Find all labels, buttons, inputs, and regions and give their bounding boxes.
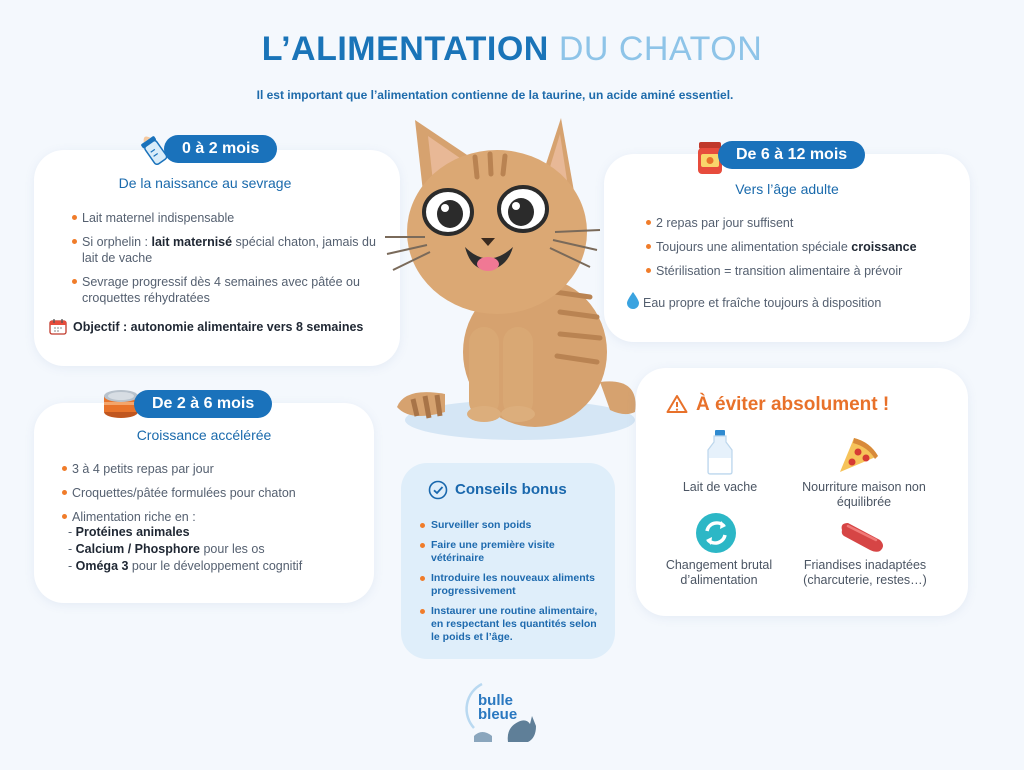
- milk-bottle-icon: [702, 428, 738, 476]
- title-part-1: L’ALIMENTATION: [261, 30, 549, 68]
- sublist-2-6-months: [68, 524, 368, 575]
- heading-2-6-months: Croissance accélérée: [136, 427, 272, 443]
- list-item: Toujours une alimentation spéciale croissance: [644, 239, 954, 255]
- warning-icon: [666, 394, 688, 414]
- list-item: Sevrage progressif dès 4 semaines avec pâtée ou croquettes réhydratées: [70, 274, 380, 306]
- objective-text: Objectif : autonomie alimentaire vers 8 semaines: [73, 320, 364, 334]
- bonus-tips-card: [401, 463, 615, 659]
- calendar-icon: [49, 318, 67, 335]
- list-item: 2 repas par jour suffisent: [644, 215, 954, 231]
- bonus-list: [419, 519, 599, 651]
- sausage-icon: [836, 520, 888, 556]
- avoid-title: À éviter absolument !: [696, 394, 890, 415]
- bonus-title: Conseils bonus: [455, 481, 567, 498]
- avoid-label-change: Changement brutal d’alimentation: [665, 558, 773, 587]
- sub-item: - Oméga 3 pour le développement cognitif: [68, 559, 303, 573]
- check-circle-icon: [428, 480, 448, 500]
- list-item: 3 à 4 petits repas par jour: [60, 461, 360, 477]
- pill-2-6-months: De 2 à 6 mois: [134, 390, 272, 418]
- list-item: Instaurer une routine alimentaire, en respectant les quantités selon le poids et l’âge.: [419, 605, 599, 644]
- sub-item: - Calcium / Phosphore pour les os: [68, 542, 265, 556]
- heading-0-2-months: De la naissance au sevrage: [118, 175, 292, 191]
- subtitle: Il est important que l’alimentation contienne de la taurine, un acide aminé essentiel.: [256, 88, 734, 102]
- kitten-illustration: [385, 112, 645, 447]
- list-item: Si orphelin : lait maternisé spécial chaton, jamais du lait de vache: [70, 234, 380, 266]
- avoid-label-milk: Lait de vache: [682, 480, 758, 494]
- water-text: Eau propre et fraîche toujours à disposition: [643, 296, 882, 310]
- sub-item: - Protéines animales: [68, 525, 190, 539]
- title-part-2: DU CHATON: [558, 30, 763, 68]
- list-item: Surveiller son poids: [419, 519, 599, 532]
- avoid-label-treats: Friandises inadaptées (charcuterie, restes…): [803, 558, 927, 587]
- list-6-12-months: [644, 215, 954, 287]
- cycle-arrows-icon: [695, 512, 737, 554]
- heading-6-12-months: Vers l’âge adulte: [735, 181, 839, 197]
- list-0-2-months: [70, 210, 380, 314]
- list-item: Croquettes/pâtée formulées pour chaton: [60, 485, 360, 501]
- list-item: Stérilisation = transition alimentaire à prévoir: [644, 263, 954, 279]
- list-item: Faire une première visite vétérinaire: [419, 539, 599, 565]
- pill-0-2-months: 0 à 2 mois: [164, 135, 277, 163]
- list-item: Introduire les nouveaux aliments progressivement: [419, 572, 599, 598]
- list-item: Lait maternel indispensable: [70, 210, 380, 226]
- pizza-icon: [836, 434, 882, 476]
- pill-6-12-months: De 6 à 12 mois: [718, 141, 865, 169]
- page-title: [0, 30, 1024, 69]
- avoid-label-homemade: Nourriture maison non équilibrée: [802, 480, 926, 509]
- logo-text: bulle bleue: [478, 692, 518, 723]
- list-2-6-months: [60, 461, 360, 526]
- list-item: Alimentation riche en :: [60, 509, 360, 525]
